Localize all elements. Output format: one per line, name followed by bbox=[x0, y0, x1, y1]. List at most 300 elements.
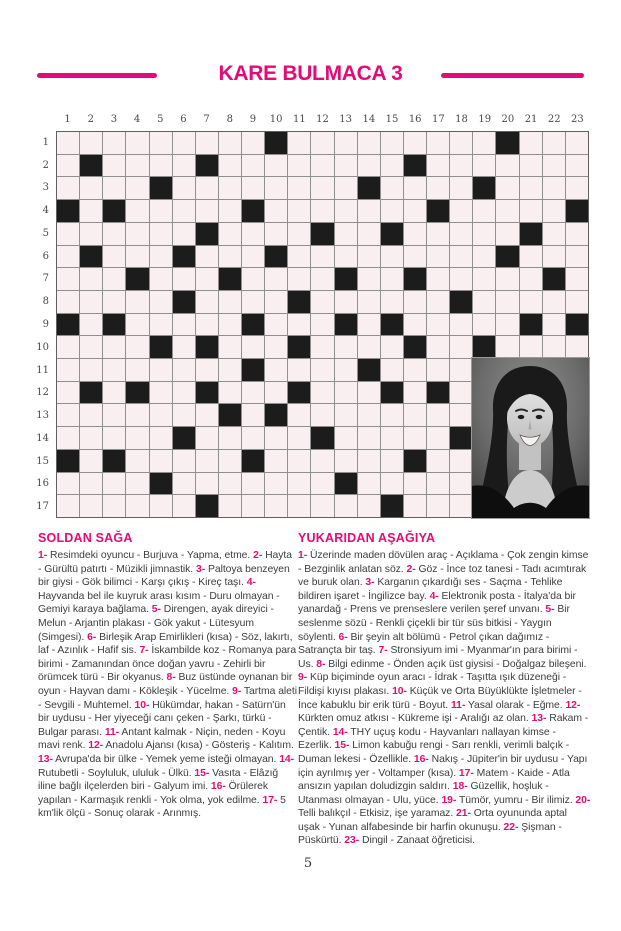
grid-cell[interactable] bbox=[311, 314, 333, 336]
grid-cell[interactable] bbox=[150, 427, 172, 449]
grid-cell[interactable] bbox=[543, 155, 565, 177]
grid-cell[interactable] bbox=[242, 155, 264, 177]
grid-cell[interactable] bbox=[288, 427, 310, 449]
grid-cell[interactable] bbox=[173, 155, 195, 177]
grid-cell[interactable] bbox=[103, 495, 125, 517]
grid-cell[interactable] bbox=[80, 336, 102, 358]
grid-cell[interactable] bbox=[126, 336, 148, 358]
grid-cell[interactable] bbox=[381, 404, 403, 426]
grid-cell[interactable] bbox=[242, 336, 264, 358]
grid-cell[interactable] bbox=[196, 359, 218, 381]
grid-cell[interactable] bbox=[288, 314, 310, 336]
grid-cell[interactable] bbox=[265, 268, 287, 290]
grid-cell[interactable] bbox=[219, 314, 241, 336]
grid-cell[interactable] bbox=[219, 132, 241, 154]
grid-cell[interactable] bbox=[150, 495, 172, 517]
grid-cell[interactable] bbox=[473, 246, 495, 268]
grid-cell[interactable] bbox=[103, 223, 125, 245]
grid-cell[interactable] bbox=[173, 450, 195, 472]
grid-cell[interactable] bbox=[242, 404, 264, 426]
grid-cell[interactable] bbox=[358, 268, 380, 290]
grid-cell[interactable] bbox=[335, 495, 357, 517]
grid-cell[interactable] bbox=[358, 132, 380, 154]
grid-cell[interactable] bbox=[311, 200, 333, 222]
grid-cell[interactable] bbox=[358, 404, 380, 426]
grid-cell[interactable] bbox=[57, 155, 79, 177]
grid-cell[interactable] bbox=[80, 359, 102, 381]
grid-cell[interactable] bbox=[288, 132, 310, 154]
page-title: KARE BULMACA 3 bbox=[218, 62, 403, 85]
grid-cell[interactable] bbox=[196, 404, 218, 426]
grid-cell[interactable] bbox=[242, 495, 264, 517]
grid-cell[interactable] bbox=[219, 495, 241, 517]
grid-cell[interactable] bbox=[335, 382, 357, 404]
grid-cell[interactable] bbox=[150, 155, 172, 177]
grid-cell[interactable] bbox=[219, 382, 241, 404]
grid-cell[interactable] bbox=[381, 427, 403, 449]
grid-cell[interactable] bbox=[404, 177, 426, 199]
grid-cell[interactable] bbox=[57, 132, 79, 154]
grid-cell[interactable] bbox=[242, 268, 264, 290]
grid-cell[interactable] bbox=[219, 177, 241, 199]
grid-cell[interactable] bbox=[265, 155, 287, 177]
grid-cell[interactable] bbox=[288, 473, 310, 495]
grid-cell[interactable] bbox=[173, 404, 195, 426]
grid-cell[interactable] bbox=[103, 132, 125, 154]
grid-cell[interactable] bbox=[543, 291, 565, 313]
grid-cell[interactable] bbox=[196, 291, 218, 313]
grid-cell[interactable] bbox=[242, 473, 264, 495]
grid-cell[interactable] bbox=[450, 223, 472, 245]
grid-cell[interactable] bbox=[381, 291, 403, 313]
grid-cell[interactable] bbox=[404, 223, 426, 245]
grid-cell[interactable] bbox=[126, 427, 148, 449]
grid-cell[interactable] bbox=[219, 155, 241, 177]
grid-cell[interactable] bbox=[358, 382, 380, 404]
grid-cell[interactable] bbox=[219, 336, 241, 358]
grid-cell[interactable] bbox=[80, 200, 102, 222]
grid-cell[interactable] bbox=[404, 359, 426, 381]
grid-cell[interactable] bbox=[473, 314, 495, 336]
grid-cell[interactable] bbox=[150, 200, 172, 222]
grid-cell[interactable] bbox=[288, 495, 310, 517]
grid-cell[interactable] bbox=[57, 359, 79, 381]
grid-cell[interactable] bbox=[150, 291, 172, 313]
grid-cell[interactable] bbox=[57, 291, 79, 313]
grid-cell[interactable] bbox=[404, 382, 426, 404]
grid-cell[interactable] bbox=[196, 314, 218, 336]
grid-cell[interactable] bbox=[427, 246, 449, 268]
grid-cell[interactable] bbox=[381, 155, 403, 177]
grid-cell[interactable] bbox=[57, 495, 79, 517]
grid-cell[interactable] bbox=[288, 359, 310, 381]
grid-cell[interactable] bbox=[311, 177, 333, 199]
grid-cell[interactable] bbox=[219, 359, 241, 381]
grid-cell[interactable] bbox=[335, 246, 357, 268]
grid-cell[interactable] bbox=[150, 450, 172, 472]
grid-cell[interactable] bbox=[543, 223, 565, 245]
grid-cell[interactable] bbox=[126, 200, 148, 222]
grid-cell[interactable] bbox=[311, 246, 333, 268]
grid-cell[interactable] bbox=[427, 359, 449, 381]
grid-cell[interactable] bbox=[311, 382, 333, 404]
grid-cell[interactable] bbox=[358, 200, 380, 222]
grid-cell[interactable] bbox=[450, 495, 472, 517]
grid-cell[interactable] bbox=[335, 336, 357, 358]
grid-cell[interactable] bbox=[103, 291, 125, 313]
grid-cell[interactable] bbox=[57, 382, 79, 404]
grid-cell[interactable] bbox=[126, 404, 148, 426]
grid-cell[interactable] bbox=[103, 404, 125, 426]
grid-cell[interactable] bbox=[265, 336, 287, 358]
grid-cell[interactable] bbox=[219, 246, 241, 268]
grid-cell[interactable] bbox=[473, 223, 495, 245]
grid-cell[interactable] bbox=[450, 473, 472, 495]
grid-cell[interactable] bbox=[242, 223, 264, 245]
grid-cell[interactable] bbox=[473, 268, 495, 290]
grid-cell[interactable] bbox=[404, 473, 426, 495]
grid-cell[interactable] bbox=[57, 246, 79, 268]
grid-cell[interactable] bbox=[103, 473, 125, 495]
grid-cell[interactable] bbox=[57, 404, 79, 426]
grid-cell[interactable] bbox=[311, 359, 333, 381]
grid-cell[interactable] bbox=[496, 336, 518, 358]
grid-cell[interactable] bbox=[381, 473, 403, 495]
grid-cell[interactable] bbox=[381, 336, 403, 358]
grid-cell[interactable] bbox=[450, 382, 472, 404]
grid-cell[interactable] bbox=[450, 200, 472, 222]
grid-cell[interactable] bbox=[126, 246, 148, 268]
grid-cell[interactable] bbox=[427, 336, 449, 358]
grid-cell[interactable] bbox=[288, 155, 310, 177]
grid-cell[interactable] bbox=[404, 132, 426, 154]
grid-cell[interactable] bbox=[381, 359, 403, 381]
grid-cell[interactable] bbox=[173, 223, 195, 245]
grid-cell[interactable] bbox=[80, 427, 102, 449]
grid-cell[interactable] bbox=[196, 473, 218, 495]
grid-cell[interactable] bbox=[450, 314, 472, 336]
grid-cell[interactable] bbox=[543, 246, 565, 268]
grid-cell[interactable] bbox=[103, 359, 125, 381]
grid-cell[interactable] bbox=[404, 200, 426, 222]
grid-cell[interactable] bbox=[288, 223, 310, 245]
grid-cell[interactable] bbox=[196, 268, 218, 290]
grid-cell[interactable] bbox=[173, 132, 195, 154]
grid-cell[interactable] bbox=[335, 404, 357, 426]
grid-cell[interactable] bbox=[57, 268, 79, 290]
grid-cell[interactable] bbox=[335, 359, 357, 381]
grid-cell[interactable] bbox=[103, 246, 125, 268]
grid-cell[interactable] bbox=[404, 404, 426, 426]
grid-cell[interactable] bbox=[196, 450, 218, 472]
grid-cell[interactable] bbox=[381, 132, 403, 154]
grid-cell[interactable] bbox=[57, 223, 79, 245]
grid-cell[interactable] bbox=[311, 473, 333, 495]
grid-cell-black bbox=[103, 450, 125, 472]
grid-cell[interactable] bbox=[265, 223, 287, 245]
grid-cell[interactable] bbox=[358, 336, 380, 358]
grid-cell[interactable] bbox=[543, 336, 565, 358]
grid-cell[interactable] bbox=[404, 291, 426, 313]
grid-cell[interactable] bbox=[311, 155, 333, 177]
grid-cell[interactable] bbox=[404, 246, 426, 268]
grid-cell[interactable] bbox=[80, 404, 102, 426]
grid-cell[interactable] bbox=[543, 314, 565, 336]
grid-cell[interactable] bbox=[242, 132, 264, 154]
grid-cell[interactable] bbox=[427, 132, 449, 154]
grid-cell[interactable] bbox=[335, 291, 357, 313]
grid-cell[interactable] bbox=[196, 132, 218, 154]
grid-cell[interactable] bbox=[473, 155, 495, 177]
grid-cell[interactable] bbox=[427, 155, 449, 177]
grid-cell[interactable] bbox=[404, 427, 426, 449]
grid-cell[interactable] bbox=[335, 200, 357, 222]
clue-number: 5- bbox=[151, 604, 161, 616]
grid-cell[interactable] bbox=[543, 132, 565, 154]
grid-cell[interactable] bbox=[173, 200, 195, 222]
grid-cell[interactable] bbox=[150, 132, 172, 154]
grid-cell[interactable] bbox=[566, 132, 588, 154]
grid-cell[interactable] bbox=[520, 200, 542, 222]
grid-cell[interactable] bbox=[520, 155, 542, 177]
grid-cell[interactable] bbox=[57, 473, 79, 495]
grid-cell[interactable] bbox=[427, 450, 449, 472]
grid-cell[interactable] bbox=[566, 177, 588, 199]
grid-cell[interactable] bbox=[450, 268, 472, 290]
grid-cell[interactable] bbox=[219, 427, 241, 449]
grid-cell[interactable] bbox=[126, 314, 148, 336]
grid-cell[interactable] bbox=[126, 291, 148, 313]
grid-cell[interactable] bbox=[126, 359, 148, 381]
grid-cell[interactable] bbox=[173, 359, 195, 381]
grid-cell[interactable] bbox=[311, 336, 333, 358]
grid-cell[interactable] bbox=[126, 473, 148, 495]
grid-cell[interactable] bbox=[335, 223, 357, 245]
grid-cell[interactable] bbox=[566, 223, 588, 245]
grid-cell[interactable] bbox=[126, 223, 148, 245]
grid-cell[interactable] bbox=[311, 450, 333, 472]
grid-cell[interactable] bbox=[126, 155, 148, 177]
grid-cell[interactable] bbox=[450, 246, 472, 268]
grid-cell[interactable] bbox=[219, 223, 241, 245]
grid-cell[interactable] bbox=[496, 314, 518, 336]
grid-cell[interactable] bbox=[265, 291, 287, 313]
grid-cell[interactable] bbox=[103, 155, 125, 177]
grid-cell[interactable] bbox=[173, 336, 195, 358]
grid-cell[interactable] bbox=[242, 291, 264, 313]
grid-cell[interactable] bbox=[381, 177, 403, 199]
grid-cell[interactable] bbox=[103, 336, 125, 358]
grid-cell[interactable] bbox=[80, 132, 102, 154]
grid-cell[interactable] bbox=[450, 336, 472, 358]
grid-cell[interactable] bbox=[496, 200, 518, 222]
grid-cell[interactable] bbox=[450, 177, 472, 199]
grid-cell[interactable] bbox=[520, 336, 542, 358]
grid-cell[interactable] bbox=[150, 404, 172, 426]
grid-cell[interactable] bbox=[288, 200, 310, 222]
grid-cell[interactable] bbox=[288, 450, 310, 472]
grid-cell[interactable] bbox=[358, 473, 380, 495]
grid-cell[interactable] bbox=[288, 246, 310, 268]
grid-cell[interactable] bbox=[450, 359, 472, 381]
grid-cell[interactable] bbox=[358, 450, 380, 472]
grid-cell[interactable] bbox=[311, 268, 333, 290]
grid-cell[interactable] bbox=[173, 473, 195, 495]
grid-cell[interactable] bbox=[265, 359, 287, 381]
grid-cell[interactable] bbox=[80, 473, 102, 495]
grid-cell[interactable] bbox=[103, 427, 125, 449]
grid-cell[interactable] bbox=[427, 223, 449, 245]
grid-cell[interactable] bbox=[265, 473, 287, 495]
grid-cell[interactable] bbox=[219, 200, 241, 222]
grid-cell[interactable] bbox=[219, 291, 241, 313]
grid-cell[interactable] bbox=[404, 495, 426, 517]
grid-cell[interactable] bbox=[57, 427, 79, 449]
grid-cell[interactable] bbox=[496, 155, 518, 177]
grid-cell[interactable] bbox=[311, 495, 333, 517]
grid-cell-black bbox=[196, 382, 218, 404]
grid-cell[interactable] bbox=[219, 450, 241, 472]
grid-cell[interactable] bbox=[173, 177, 195, 199]
grid-cell[interactable] bbox=[126, 132, 148, 154]
grid-cell[interactable] bbox=[520, 132, 542, 154]
grid-cell[interactable] bbox=[358, 246, 380, 268]
grid-cell[interactable] bbox=[311, 291, 333, 313]
grid-cell[interactable] bbox=[196, 200, 218, 222]
grid-cell[interactable] bbox=[566, 246, 588, 268]
grid-cell[interactable] bbox=[311, 404, 333, 426]
grid-cell[interactable] bbox=[496, 223, 518, 245]
grid-cell[interactable] bbox=[103, 268, 125, 290]
grid-cell[interactable] bbox=[288, 177, 310, 199]
grid-cell[interactable] bbox=[335, 427, 357, 449]
grid-cell[interactable] bbox=[358, 291, 380, 313]
grid-cell[interactable] bbox=[242, 246, 264, 268]
grid-cell[interactable] bbox=[496, 291, 518, 313]
grid-cell[interactable] bbox=[566, 291, 588, 313]
grid-cell[interactable] bbox=[427, 291, 449, 313]
grid-cell[interactable] bbox=[358, 427, 380, 449]
grid-cell[interactable] bbox=[150, 382, 172, 404]
grid-cell[interactable] bbox=[173, 314, 195, 336]
grid-cell[interactable] bbox=[288, 404, 310, 426]
grid-cell[interactable] bbox=[288, 268, 310, 290]
grid-cell[interactable] bbox=[80, 177, 102, 199]
grid-cell[interactable] bbox=[173, 382, 195, 404]
grid-cell[interactable] bbox=[566, 155, 588, 177]
grid-cell[interactable] bbox=[520, 246, 542, 268]
grid-cell[interactable] bbox=[496, 268, 518, 290]
grid-cell[interactable] bbox=[150, 223, 172, 245]
grid-cell[interactable] bbox=[242, 427, 264, 449]
grid-cell[interactable] bbox=[265, 314, 287, 336]
grid-cell[interactable] bbox=[196, 246, 218, 268]
grid-cell[interactable] bbox=[196, 177, 218, 199]
grid-cell[interactable] bbox=[566, 336, 588, 358]
grid-cell[interactable] bbox=[358, 223, 380, 245]
grid-cell[interactable] bbox=[427, 177, 449, 199]
grid-cell[interactable] bbox=[381, 246, 403, 268]
grid-cell[interactable] bbox=[381, 200, 403, 222]
grid-cell[interactable] bbox=[358, 314, 380, 336]
grid-cell[interactable] bbox=[103, 177, 125, 199]
grid-cell[interactable] bbox=[427, 495, 449, 517]
grid-cell[interactable] bbox=[80, 268, 102, 290]
grid-cell[interactable] bbox=[242, 177, 264, 199]
grid-cell[interactable] bbox=[473, 200, 495, 222]
grid-cell[interactable] bbox=[150, 314, 172, 336]
grid-cell[interactable] bbox=[427, 314, 449, 336]
grid-cell[interactable] bbox=[427, 473, 449, 495]
grid-cell[interactable] bbox=[80, 450, 102, 472]
grid-cell[interactable] bbox=[381, 268, 403, 290]
grid-cell[interactable] bbox=[80, 223, 102, 245]
grid-cell[interactable] bbox=[150, 246, 172, 268]
grid-cell[interactable] bbox=[80, 291, 102, 313]
grid-cell[interactable] bbox=[265, 450, 287, 472]
grid-cell[interactable] bbox=[103, 382, 125, 404]
grid-cell[interactable] bbox=[358, 495, 380, 517]
grid-cell[interactable] bbox=[150, 268, 172, 290]
grid-cell[interactable] bbox=[566, 268, 588, 290]
grid-cell[interactable] bbox=[265, 177, 287, 199]
grid-cell[interactable] bbox=[427, 268, 449, 290]
grid-cell[interactable] bbox=[219, 473, 241, 495]
grid-cell[interactable] bbox=[80, 314, 102, 336]
grid-cell[interactable] bbox=[335, 177, 357, 199]
grid-cell[interactable] bbox=[450, 404, 472, 426]
grid-cell[interactable] bbox=[335, 132, 357, 154]
grid-cell[interactable] bbox=[335, 450, 357, 472]
grid-cell[interactable] bbox=[404, 314, 426, 336]
grid-cell[interactable] bbox=[57, 336, 79, 358]
grid-cell[interactable] bbox=[520, 291, 542, 313]
grid-cell[interactable] bbox=[126, 495, 148, 517]
grid-cell[interactable] bbox=[126, 177, 148, 199]
grid-cell[interactable] bbox=[473, 291, 495, 313]
grid-cell[interactable] bbox=[358, 155, 380, 177]
grid-cell[interactable] bbox=[265, 382, 287, 404]
grid-cell[interactable] bbox=[543, 200, 565, 222]
grid-cell[interactable] bbox=[427, 404, 449, 426]
grid-cell[interactable] bbox=[196, 427, 218, 449]
grid-cell[interactable] bbox=[450, 132, 472, 154]
col-label: 20 bbox=[501, 114, 515, 125]
grid-cell[interactable] bbox=[150, 359, 172, 381]
grid-cell[interactable] bbox=[80, 495, 102, 517]
grid-cell[interactable] bbox=[265, 427, 287, 449]
grid-cell[interactable] bbox=[173, 495, 195, 517]
grid-cell[interactable] bbox=[126, 450, 148, 472]
grid-cell[interactable] bbox=[265, 495, 287, 517]
grid-cell[interactable] bbox=[450, 155, 472, 177]
grid-cell[interactable] bbox=[242, 382, 264, 404]
grid-cell[interactable] bbox=[381, 450, 403, 472]
grid-cell[interactable] bbox=[265, 200, 287, 222]
grid-cell[interactable] bbox=[450, 450, 472, 472]
grid-cell[interactable] bbox=[496, 177, 518, 199]
grid-cell[interactable] bbox=[543, 177, 565, 199]
grid-cell[interactable] bbox=[520, 268, 542, 290]
grid-cell[interactable] bbox=[520, 177, 542, 199]
grid-cell[interactable] bbox=[173, 268, 195, 290]
grid-cell[interactable] bbox=[311, 132, 333, 154]
grid-cell[interactable] bbox=[427, 427, 449, 449]
grid-cell[interactable] bbox=[335, 155, 357, 177]
grid-cell[interactable] bbox=[473, 132, 495, 154]
grid-cell[interactable] bbox=[57, 177, 79, 199]
clue-number: 4- bbox=[246, 577, 256, 589]
